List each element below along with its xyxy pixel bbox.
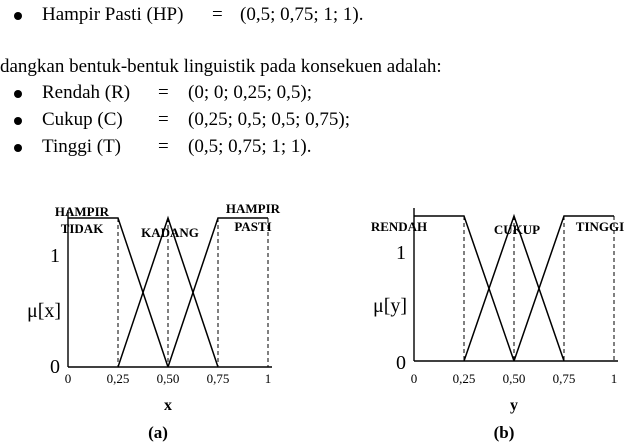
x-tick-label: 0,25 — [106, 371, 130, 386]
intro-sentence: dangkan bentuk-bentuk linguistik pada konsekuen adalah: — [0, 56, 442, 77]
item-tinggi-value: (0,5; 0,75; 1; 1). — [188, 136, 312, 157]
x-axis-label: y — [510, 397, 518, 414]
item-tinggi-eq: = — [158, 136, 169, 157]
item-cukup-value: (0,25; 0,5; 0,5; 0,75); — [188, 109, 351, 130]
label-hampir-tidak-line1: HAMPIR — [54, 204, 110, 219]
chart-caption: (a) — [148, 423, 168, 442]
item-cukup-eq: = — [158, 109, 169, 130]
y-tick-label: 0 — [50, 356, 60, 378]
item-rendah-name: Rendah (R) — [42, 82, 131, 103]
item-rendah-value: (0; 0; 0,25; 0,5); — [188, 82, 313, 103]
x-tick-label: 1 — [610, 371, 618, 386]
item-rendah-eq: = — [158, 82, 169, 103]
y-axis-label: μ[x] — [26, 300, 62, 322]
chart-caption: (b) — [493, 423, 515, 442]
x-tick-label: 0,75 — [206, 371, 230, 386]
x-tick-label: 1 — [264, 371, 272, 386]
label-hampir-tidak-line2: TIDAK — [60, 221, 104, 236]
item-cukup-name: Cukup (C) — [42, 109, 123, 130]
label-rendah: RENDAH — [370, 219, 428, 234]
y-axis-label: μ[y] — [372, 295, 408, 317]
y-tick-label: 0 — [396, 352, 406, 374]
x-tick-label: 0 — [410, 371, 418, 386]
label-hampir-pasti-line2: PASTI — [234, 219, 272, 234]
label-hampir-pasti-line1: HAMPIR — [225, 201, 281, 216]
x-tick-label: 0,50 — [156, 371, 180, 386]
item-tinggi-name: Tinggi (T) — [42, 136, 122, 157]
y-tick-label: 1 — [396, 242, 406, 264]
x-tick-label: 0 — [64, 371, 72, 386]
x-axis-label: x — [164, 397, 172, 414]
label-kadang: KADANG — [141, 225, 199, 240]
hp-eq: = — [212, 4, 223, 25]
hp-name: Hampir Pasti (HP) — [42, 4, 184, 25]
y-tick-label: 1 — [50, 245, 60, 267]
label-tinggi: TINGGI — [575, 219, 625, 234]
x-tick-label: 0,75 — [552, 371, 576, 386]
label-cukup: CUKUP — [493, 222, 541, 237]
x-tick-label: 0,25 — [452, 371, 476, 386]
x-tick-label: 0,50 — [502, 371, 526, 386]
hp-value: (0,5; 0,75; 1; 1). — [240, 4, 364, 25]
